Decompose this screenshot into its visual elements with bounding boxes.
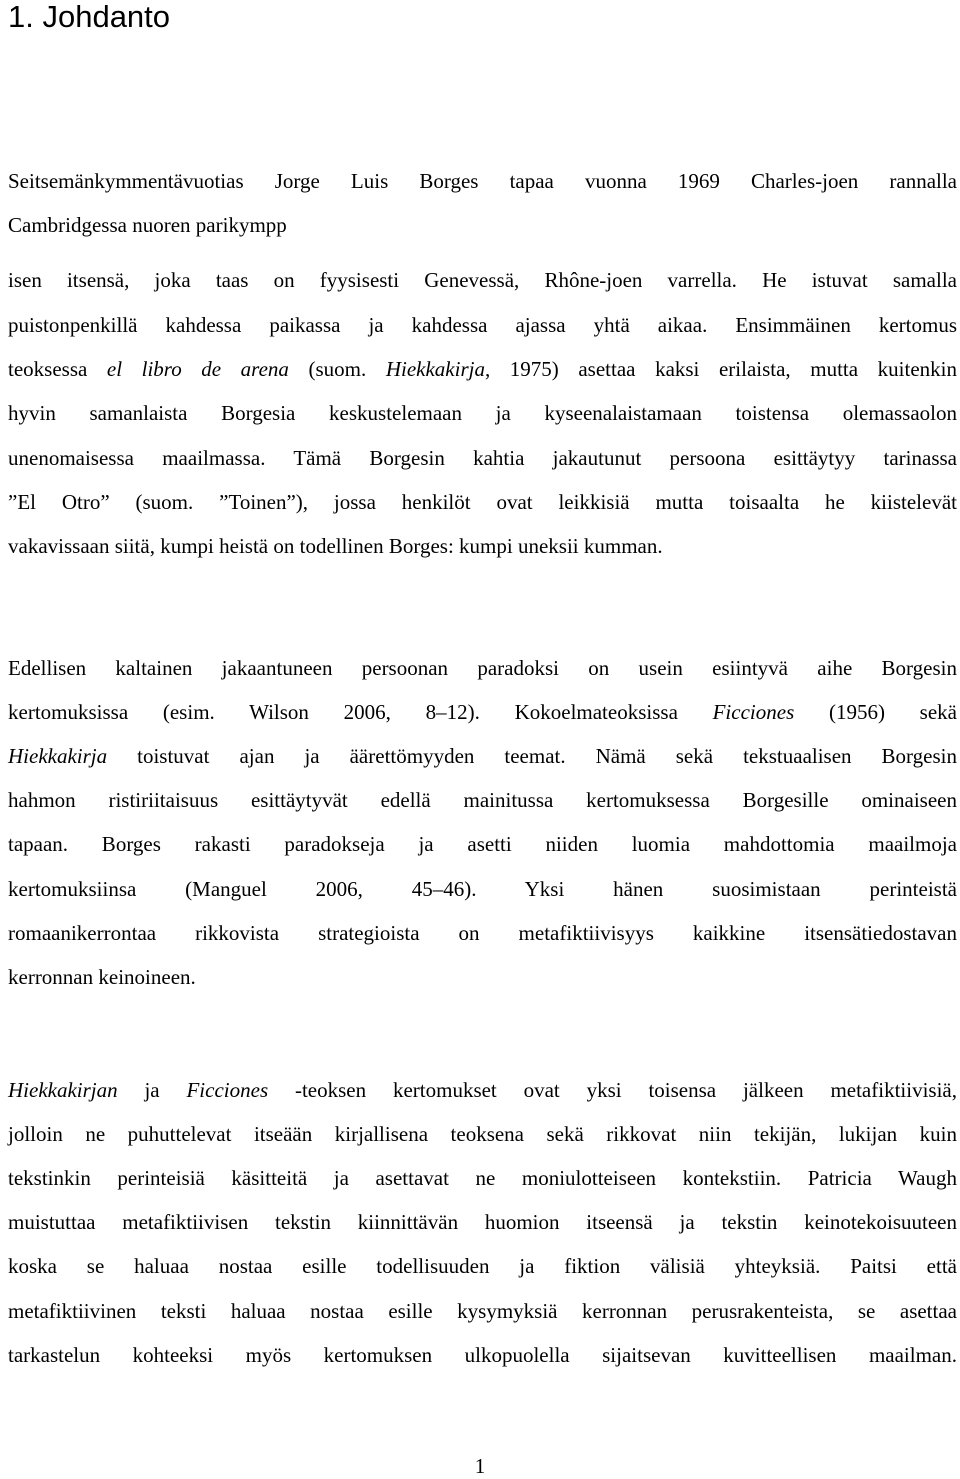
text-line: teoksessa el libro de arena (suom. Hiekkakirja, 1975) asettaa kaksi erilaista, mutta kuitenkin	[8, 357, 957, 381]
text-line: Hiekkakirjan ja Ficciones -teoksen kertomukset ovat yksi toisensa jälkeen metafiktiivisiä,	[8, 1078, 957, 1102]
text-line: unenomaisessa maailmassa. Tämä Borgesin kahtia jakautunut persoona esittäytyy tarinassa	[8, 446, 957, 470]
italic-title: Hiekkakirja	[8, 744, 108, 768]
text-line: isen itsensä, joka taas on fyysisesti Genevessä, Rhône-joen varrella. He istuvat samalla	[8, 268, 957, 292]
text-line: hyvin samanlaista Borgesia keskustelemaan ja kyseenalaistamaan toistensa olemassaolon	[8, 401, 957, 425]
text-line: kerronnan keinoineen.	[8, 965, 196, 989]
text-line: tapaan. Borges rakasti paradokseja ja asetti niiden luomia mahdottomia maailmoja	[8, 832, 957, 856]
text-line: Edellisen kaltainen jakaantuneen persoonan paradoksi on usein esiintyvä aihe Borgesin	[8, 656, 957, 680]
chapter-heading: 1. Johdanto	[8, 0, 171, 34]
text-line: tarkastelun kohteeksi myös kertomuksen ulkopuolella sijaitsevan kuvitteellisen maailman.	[8, 1343, 957, 1367]
text-line: ”El Otro” (suom. ”Toinen”), jossa henkilöt ovat leikkisiä mutta toisaalta he kiistelevät	[8, 490, 957, 514]
italic-title: Ficciones	[186, 1078, 269, 1102]
text-line: romaanikerrontaa rikkovista strategioista on metafiktiivisyys kaikkine itsensätiedostavan	[8, 921, 957, 945]
italic-title: el libro de arena	[106, 357, 289, 381]
italic-title: Hiekkakirjan	[8, 1078, 118, 1102]
text-line: Cambridgessa nuoren parikympp	[8, 213, 287, 237]
text-line: tekstinkin perinteisiä käsitteitä ja asettavat ne moniulotteiseen kontekstiin. Patricia Waugh	[8, 1166, 957, 1190]
text-line: puistonpenkillä kahdessa paikassa ja kahdessa ajassa yhtä aikaa. Ensimmäinen kertomus	[8, 313, 957, 337]
text-line: muistuttaa metafiktiivisen tekstin kiinnittävän huomion itseensä ja tekstin keinotekoisuuteen	[8, 1210, 957, 1234]
text-line: Seitsemänkymmentävuotias Jorge Luis Borges tapaa vuonna 1969 Charles-joen rannalla	[8, 169, 957, 193]
text-line: hahmon ristiriitaisuus esittäytyvät edellä mainitussa kertomuksessa Borgesille ominaiseen	[8, 788, 957, 812]
text-line: kertomuksiinsa (Manguel 2006, 45–46). Yksi hänen suosimistaan perinteistä	[8, 877, 957, 901]
text-line: koska se haluaa nostaa esille todellisuuden ja fiktion välisiä yhteyksiä. Paitsi että	[8, 1254, 957, 1278]
italic-title: Ficciones	[712, 700, 795, 724]
text-line: Hiekkakirja toistuvat ajan ja äärettömyyden teemat. Nämä sekä tekstuaalisen Borgesin	[8, 744, 957, 768]
text-line: vakavissaan siitä, kumpi heistä on todellinen Borges: kumpi uneksii kumman.	[8, 534, 663, 558]
text-line: jolloin ne puhuttelevat itseään kirjallisena teoksena sekä rikkovat niin tekijän, lukijan kuin	[8, 1122, 957, 1146]
text-line: kertomuksissa (esim. Wilson 2006, 8–12). Kokoelmateoksissa Ficciones (1956) sekä	[8, 700, 957, 724]
italic-title: Hiekkakirja	[385, 357, 485, 381]
text-line: metafiktiivinen teksti haluaa nostaa esille kysymyksiä kerronnan perusrakenteista, se asettaa	[8, 1299, 957, 1323]
page-number: 1	[474, 1454, 486, 1478]
